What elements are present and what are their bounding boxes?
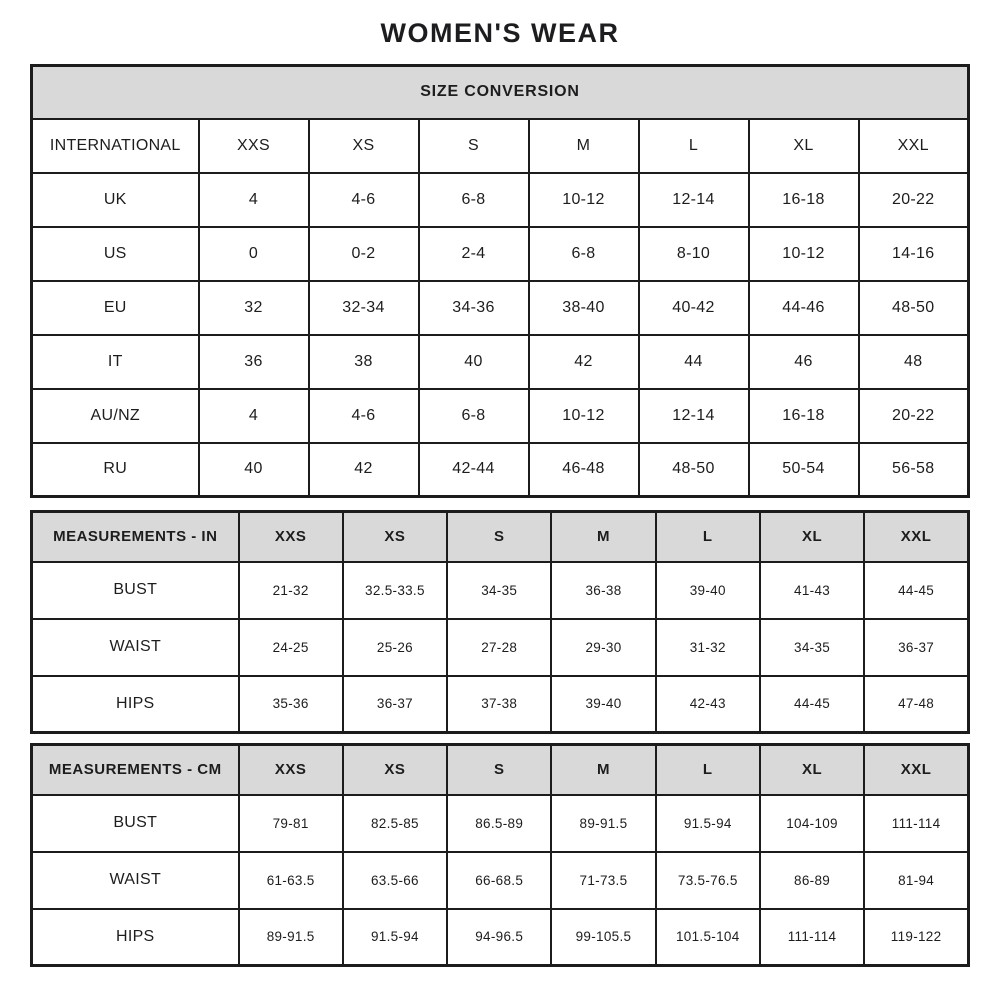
measure-cell: 32.5-33.5 bbox=[343, 562, 447, 619]
measure-cell: 86.5-89 bbox=[447, 795, 551, 852]
size-cell: 44-46 bbox=[749, 281, 859, 335]
measure-cell: 61-63.5 bbox=[239, 852, 343, 909]
size-header-xs: XS bbox=[343, 512, 447, 562]
size-header-xl: XL bbox=[760, 512, 864, 562]
measure-cell: 104-109 bbox=[760, 795, 864, 852]
size-cell: 46 bbox=[749, 335, 859, 389]
size-header-xl: XL bbox=[760, 745, 864, 795]
size-cell: 4-6 bbox=[309, 389, 419, 443]
measure-cell: 27-28 bbox=[447, 619, 551, 676]
measure-cell: 79-81 bbox=[239, 795, 343, 852]
size-header-m: M bbox=[551, 512, 655, 562]
table-row-waist-cm bbox=[32, 852, 969, 909]
measure-cell: 86-89 bbox=[760, 852, 864, 909]
row-label: BUST bbox=[32, 562, 239, 619]
size-cell: 20-22 bbox=[859, 173, 969, 227]
measurements-in-table bbox=[30, 510, 970, 734]
table-row-bust-cm bbox=[32, 795, 969, 852]
measure-cell: 34-35 bbox=[447, 562, 551, 619]
size-cell: 6-8 bbox=[419, 173, 529, 227]
size-header-xxl: XXL bbox=[864, 745, 968, 795]
size-header-xxs: XXS bbox=[239, 745, 343, 795]
size-cell: 12-14 bbox=[639, 389, 749, 443]
size-cell: 40 bbox=[419, 335, 529, 389]
size-cell: 56-58 bbox=[859, 443, 969, 497]
table-row-hips-in bbox=[32, 676, 969, 733]
measure-cell: 44-45 bbox=[864, 562, 968, 619]
size-cell: 34-36 bbox=[419, 281, 529, 335]
size-cell: 16-18 bbox=[749, 389, 859, 443]
measurements-cm-table bbox=[30, 743, 970, 967]
size-cell: 0-2 bbox=[309, 227, 419, 281]
size-cell: 10-12 bbox=[529, 389, 639, 443]
row-label: EU bbox=[32, 281, 199, 335]
measure-cell: 36-37 bbox=[864, 619, 968, 676]
size-cell: 38-40 bbox=[529, 281, 639, 335]
size-cell: 12-14 bbox=[639, 173, 749, 227]
size-header-xs: XS bbox=[309, 119, 419, 173]
size-cell: 42 bbox=[309, 443, 419, 497]
size-cell: 40-42 bbox=[639, 281, 749, 335]
size-cell: 42 bbox=[529, 335, 639, 389]
table-row-eu bbox=[32, 281, 969, 335]
table-row-hips-cm bbox=[32, 909, 969, 966]
measure-cell: 39-40 bbox=[551, 676, 655, 733]
measure-cell: 101.5-104 bbox=[656, 909, 760, 966]
row-label: HIPS bbox=[32, 909, 239, 966]
size-header-xl: XL bbox=[749, 119, 859, 173]
measure-cell: 34-35 bbox=[760, 619, 864, 676]
row-label-international: INTERNATIONAL bbox=[32, 119, 199, 173]
measure-cell: 111-114 bbox=[760, 909, 864, 966]
size-header-l: L bbox=[656, 512, 760, 562]
size-cell: 10-12 bbox=[749, 227, 859, 281]
measure-cell: 37-38 bbox=[447, 676, 551, 733]
measure-cell: 91.5-94 bbox=[343, 909, 447, 966]
measure-cell: 119-122 bbox=[864, 909, 968, 966]
size-header-xxl: XXL bbox=[864, 512, 968, 562]
size-cell: 0 bbox=[199, 227, 309, 281]
size-cell: 20-22 bbox=[859, 389, 969, 443]
size-header-m: M bbox=[551, 745, 655, 795]
size-cell: 42-44 bbox=[419, 443, 529, 497]
size-cell: 32 bbox=[199, 281, 309, 335]
size-header-xxs: XXS bbox=[199, 119, 309, 173]
size-cell: 44 bbox=[639, 335, 749, 389]
measure-cell: 31-32 bbox=[656, 619, 760, 676]
measure-cell: 25-26 bbox=[343, 619, 447, 676]
table-row-aunz bbox=[32, 389, 969, 443]
measure-cell: 36-38 bbox=[551, 562, 655, 619]
measurements-in-title: MEASUREMENTS - IN bbox=[32, 512, 239, 562]
size-header-xxl: XXL bbox=[859, 119, 969, 173]
table-row-waist-in bbox=[32, 619, 969, 676]
size-cell: 14-16 bbox=[859, 227, 969, 281]
measurements-cm-title: MEASUREMENTS - CM bbox=[32, 745, 239, 795]
measure-cell: 94-96.5 bbox=[447, 909, 551, 966]
size-cell: 2-4 bbox=[419, 227, 529, 281]
row-label: US bbox=[32, 227, 199, 281]
row-label: UK bbox=[32, 173, 199, 227]
size-header-l: L bbox=[656, 745, 760, 795]
row-label: HIPS bbox=[32, 676, 239, 733]
table-row-uk bbox=[32, 173, 969, 227]
size-cell: 38 bbox=[309, 335, 419, 389]
measure-cell: 91.5-94 bbox=[656, 795, 760, 852]
size-cell: 4 bbox=[199, 173, 309, 227]
measure-cell: 21-32 bbox=[239, 562, 343, 619]
page-title: WOMEN'S WEAR bbox=[380, 18, 620, 48]
size-cell: 8-10 bbox=[639, 227, 749, 281]
size-cell: 40 bbox=[199, 443, 309, 497]
table-row-bust-in bbox=[32, 562, 969, 619]
measure-cell: 24-25 bbox=[239, 619, 343, 676]
measure-cell: 111-114 bbox=[864, 795, 968, 852]
size-cell: 4-6 bbox=[309, 173, 419, 227]
size-cell: 6-8 bbox=[419, 389, 529, 443]
measure-cell: 42-43 bbox=[656, 676, 760, 733]
measure-cell: 82.5-85 bbox=[343, 795, 447, 852]
size-cell: 48-50 bbox=[639, 443, 749, 497]
size-header-s: S bbox=[419, 119, 529, 173]
measure-cell: 47-48 bbox=[864, 676, 968, 733]
measure-cell: 89-91.5 bbox=[239, 909, 343, 966]
measure-cell: 73.5-76.5 bbox=[656, 852, 760, 909]
measurements-cm-header-row bbox=[32, 745, 969, 795]
size-header-s: S bbox=[447, 745, 551, 795]
row-label: WAIST bbox=[32, 619, 239, 676]
measure-cell: 89-91.5 bbox=[551, 795, 655, 852]
size-cell: 6-8 bbox=[529, 227, 639, 281]
size-header-xs: XS bbox=[343, 745, 447, 795]
measure-cell: 81-94 bbox=[864, 852, 968, 909]
size-header-s: S bbox=[447, 512, 551, 562]
size-cell: 10-12 bbox=[529, 173, 639, 227]
measure-cell: 29-30 bbox=[551, 619, 655, 676]
size-conversion-table bbox=[30, 64, 970, 498]
size-cell: 48-50 bbox=[859, 281, 969, 335]
size-cell: 36 bbox=[199, 335, 309, 389]
size-cell: 46-48 bbox=[529, 443, 639, 497]
row-label: WAIST bbox=[32, 852, 239, 909]
row-label: RU bbox=[32, 443, 199, 497]
size-conversion-header-row bbox=[32, 119, 969, 173]
size-cell: 50-54 bbox=[749, 443, 859, 497]
measure-cell: 71-73.5 bbox=[551, 852, 655, 909]
size-conversion-title: SIZE CONVERSION bbox=[32, 66, 969, 119]
measurements-in-header-row bbox=[32, 512, 969, 562]
size-conversion-title-row bbox=[32, 66, 969, 119]
row-label: IT bbox=[32, 335, 199, 389]
size-header-xxs: XXS bbox=[239, 512, 343, 562]
measure-cell: 44-45 bbox=[760, 676, 864, 733]
measure-cell: 99-105.5 bbox=[551, 909, 655, 966]
size-cell: 16-18 bbox=[749, 173, 859, 227]
table-row-us bbox=[32, 227, 969, 281]
size-cell: 4 bbox=[199, 389, 309, 443]
size-header-m: M bbox=[529, 119, 639, 173]
table-row-it bbox=[32, 335, 969, 389]
measure-cell: 35-36 bbox=[239, 676, 343, 733]
size-cell: 32-34 bbox=[309, 281, 419, 335]
table-row-ru bbox=[32, 443, 969, 497]
size-header-l: L bbox=[639, 119, 749, 173]
size-cell: 48 bbox=[859, 335, 969, 389]
row-label: AU/NZ bbox=[32, 389, 199, 443]
measure-cell: 36-37 bbox=[343, 676, 447, 733]
measure-cell: 41-43 bbox=[760, 562, 864, 619]
measure-cell: 39-40 bbox=[656, 562, 760, 619]
row-label: BUST bbox=[32, 795, 239, 852]
measure-cell: 66-68.5 bbox=[447, 852, 551, 909]
measure-cell: 63.5-66 bbox=[343, 852, 447, 909]
